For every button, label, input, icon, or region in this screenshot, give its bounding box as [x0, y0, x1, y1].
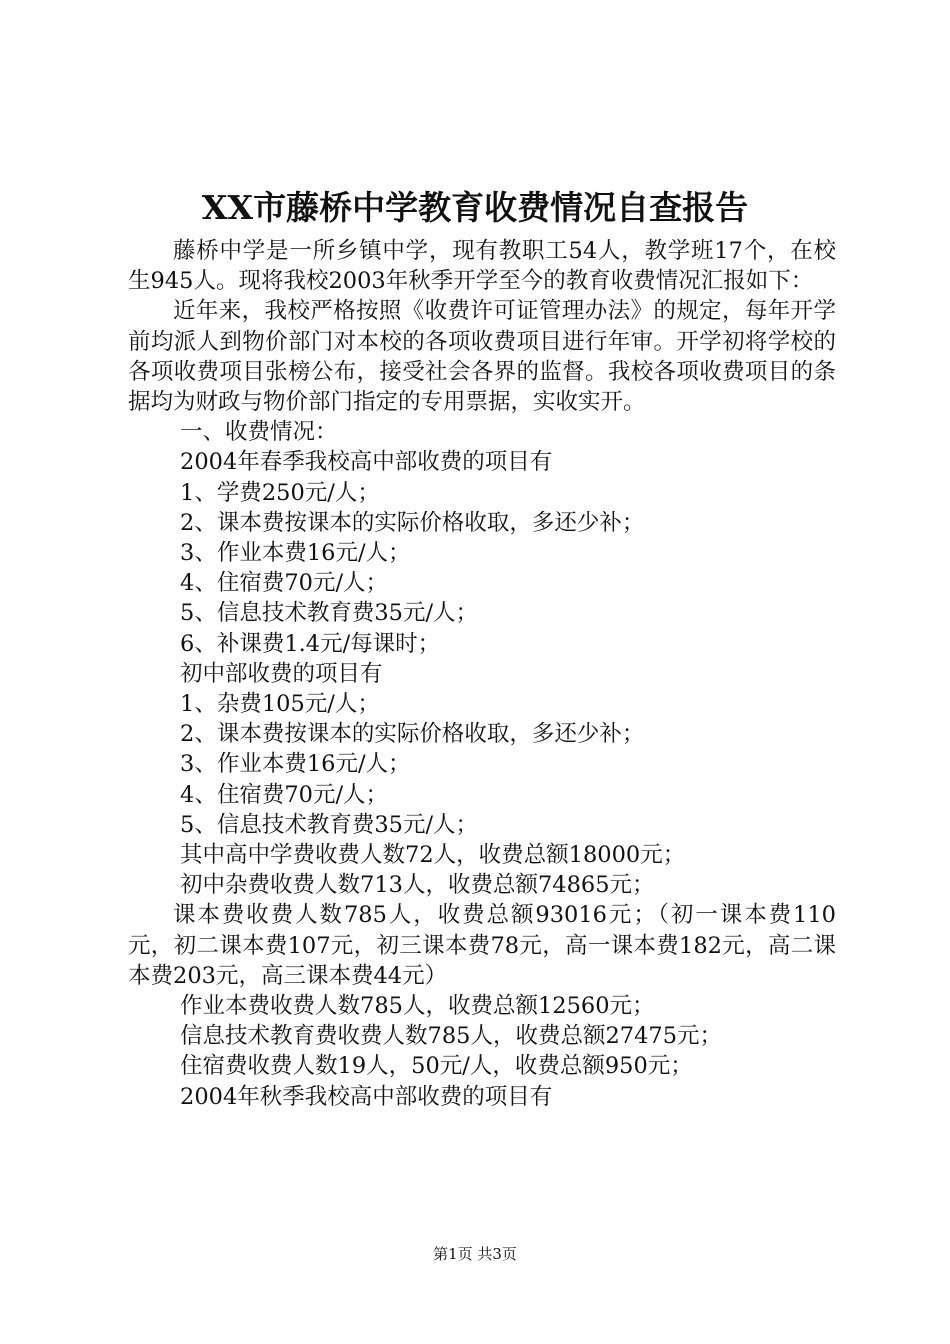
junior-item: 2、课本费按课本的实际价格收取，多还少补； — [180, 721, 645, 748]
textbook-paragraph: 课本费收费人数785人，收费总额93016元；（初一课本费110元，初二课本费107元，初三课本费78元，高一课本费182元，高二课本费203元，高三课本费44元） — [128, 902, 836, 989]
high-school-item: 1、学费250元/人； — [180, 479, 380, 506]
junior-item: 5、信息技术教育费35元/人； — [180, 811, 479, 838]
high-school-item: 6、补课费1.4元/每课时； — [180, 630, 441, 657]
high-school-item: 2、课本费按课本的实际价格收取，多还少补； — [180, 509, 645, 536]
summary-line: 信息技术教育费收费人数785人，收费总额27475元； — [180, 1023, 723, 1050]
summary-line: 其中高中学费收费人数72人，收费总额18000元； — [180, 842, 686, 869]
junior-item: 3、作业本费16元/人； — [180, 751, 411, 778]
summary-line: 初中杂费收费人数713人，收费总额74865元； — [180, 872, 655, 899]
autumn-heading: 2004年秋季我校高中部收费的项目有 — [180, 1083, 553, 1110]
intro-paragraph: 藤桥中学是一所乡镇中学，现有教职工54人，教学班17个，在校生945人。现将我校2003年秋季开学至今的教育收费情况汇报如下： — [128, 238, 836, 295]
junior-heading: 初中部收费的项目有 — [180, 660, 383, 687]
policy-paragraph: 近年来，我校严格按照《收费许可证管理办法》的规定，每年开学前均派人到物价部门对本校的各项收费项目进行年审。开学初将学校的各项收费项目张榜公布，接受社会各界的监督。我校各项收费项目的条据均为财政与物价部门指定的专用票据，实收实开。 — [128, 298, 836, 416]
junior-item: 4、住宿费70元/人； — [180, 781, 389, 808]
junior-item: 1、杂费105元/人； — [180, 691, 380, 718]
section-heading: 一、收费情况： — [180, 419, 338, 446]
page-footer: 第1页 共3页 — [433, 1245, 517, 1263]
document-title: XX市藤桥中学教育收费情况自查报告 — [201, 188, 749, 227]
high-school-item: 3、作业本费16元/人； — [180, 540, 411, 567]
summary-line: 住宿费收费人数19人，50元/人，收费总额950元； — [180, 1053, 693, 1080]
high-school-item: 5、信息技术教育费35元/人； — [180, 600, 479, 627]
high-school-item: 4、住宿费70元/人； — [180, 570, 389, 597]
high-school-heading: 2004年春季我校高中部收费的项目有 — [180, 449, 553, 476]
summary-line: 作业本费收费人数785人，收费总额12560元； — [180, 993, 655, 1020]
document-body — [128, 236, 836, 1112]
